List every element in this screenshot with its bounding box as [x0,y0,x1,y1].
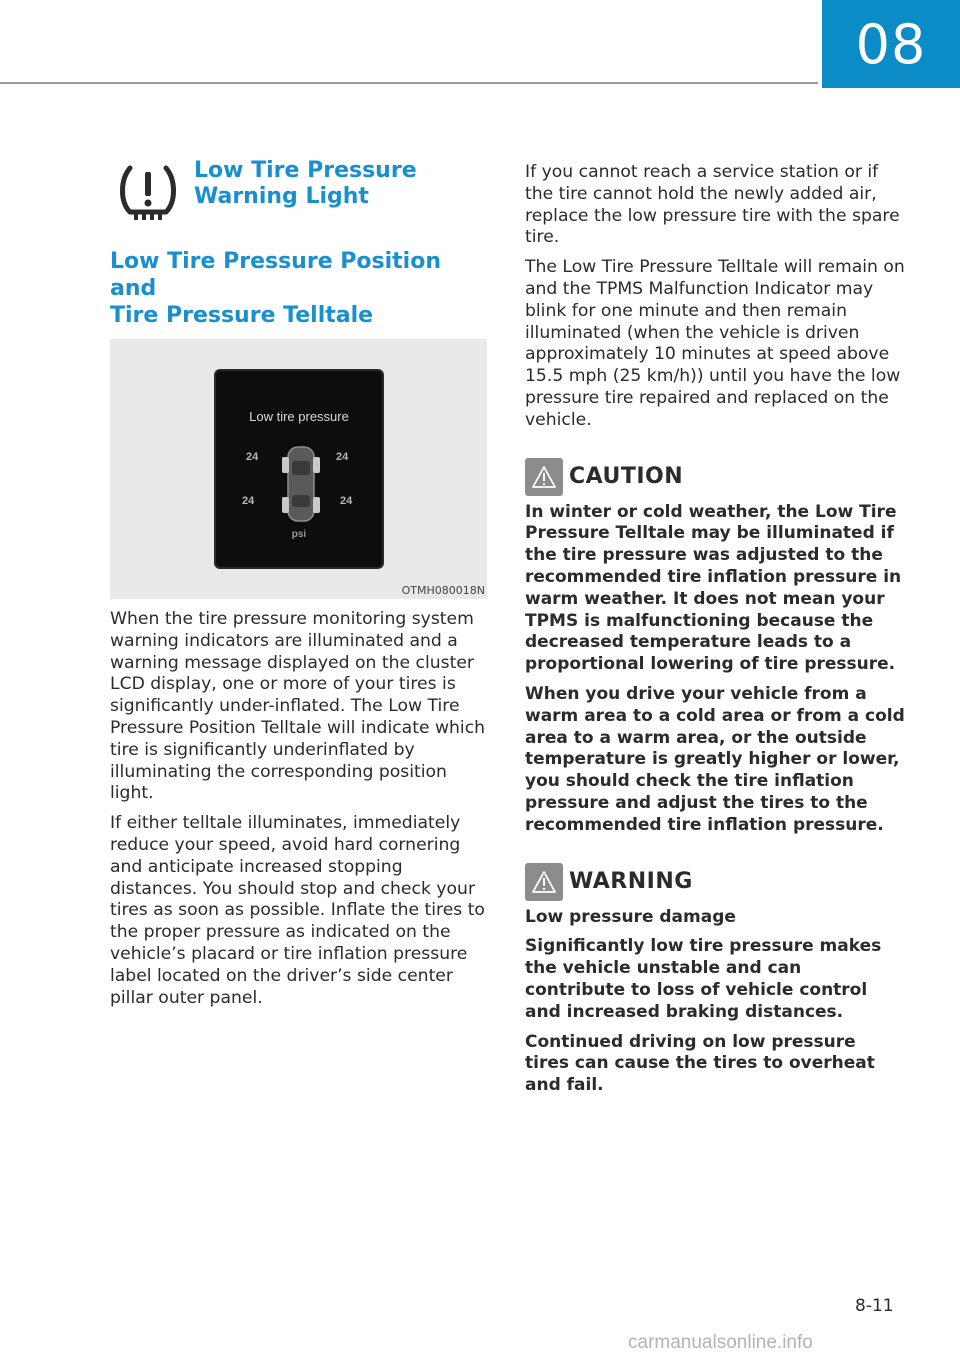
header-rule [0,82,818,84]
pressure-unit: psi [291,529,307,540]
warning-label: WARNING [569,869,693,895]
warning-text: Continued driving on low pressure tires can cause the tires to overheat and fail. [525,1031,875,1096]
warning-light-title-line-2: Warning Light [194,184,369,209]
warning-triangle-icon [525,863,563,901]
paragraph: The Low Tire Pressure Telltale will remain on and the TPMS Malfunction Indicator may blink for one minute and then remain illuminated (when the vehicle is driven approximately 10 minutes at speed above 15.5 mph (25 km/h)) until you have the low pressure tire repaired and replaced on the vehicle. [525,257,905,430]
page-number: 8-11 [855,1296,894,1316]
pressure-rear-left: 24 [242,495,255,507]
chapter-tab: 08 [822,0,960,88]
warning-light-title-line-1: Low Tire Pressure [194,158,417,183]
section-title-line-2: Tire Pressure Telltale [110,303,374,328]
caution-text: In winter or cold weather, the Low Tire Pressure Telltale may be illuminated if the tire pressure was adjusted to the recommended tire inflation pressure in warm weather. It does not mean your TPMS is malfunctioning because the decreased temperature leads to a proportional lowering of tire pressure. [525,501,902,675]
watermark: carmanualsonline.info [628,1332,813,1353]
cluster-lcd-screen [214,369,384,569]
caution-label: CAUTION [569,464,684,490]
right-column [525,162,905,1097]
warning-triangle-icon [525,458,563,496]
warning-light-heading [110,158,488,224]
pressure-rear-right: 24 [340,495,353,507]
figure-code: OTMH080018N [401,584,485,597]
caution-heading [525,458,905,496]
screen-title: Low tire pressure [249,409,349,424]
paragraph: If either telltale illuminates, immediately reduce your speed, avoid hard cornering and anticipate increased stopping distances. You should stop and check your tires as soon as possible. Inflate the tires to the proper pressure as indicated on the vehicle’s placard or tire inflation pressure label located on the driver’s side center pillar outer panel. [110,813,485,1008]
tire-pressure-warning-icon [116,162,180,224]
pressure-front-right: 24 [336,451,349,463]
warning-light-title [194,158,417,210]
paragraph: When the tire pressure monitoring system warning indicators are illuminated and a warning message displayed on the cluster LCD display, one or more of your tires is significantly under-inflated. The Low Tire Pressure Position Telltale will indicate which tire is significantly underinflated by illuminating the corresponding position light. [110,609,486,804]
paragraph: If you cannot reach a service station or if the tire cannot hold the newly added air, replace the low pressure tire with the spare tire. [525,162,900,248]
pressure-front-left: 24 [246,451,259,463]
car-top-view-icon [280,443,322,525]
warning-text: Significantly low tire pressure makes the vehicle unstable and can contribute to loss of vehicle control and increased braking distances. [525,936,882,1022]
warning-subtitle: Low pressure damage [525,906,736,927]
left-column [110,158,488,1009]
warning-heading [525,863,905,901]
section-title-line-1: Low Tire Pressure Position and [110,249,441,301]
section-title [110,248,488,329]
cluster-display-figure [110,339,487,599]
caution-text: When you drive your vehicle from a warm area to a cold area or from a cold area to a warm area, or the outside temperature is greatly higher or lower, you should check the tire inflation pressure and adjust the tires to the recommended tire inflation pressure. [525,683,905,835]
